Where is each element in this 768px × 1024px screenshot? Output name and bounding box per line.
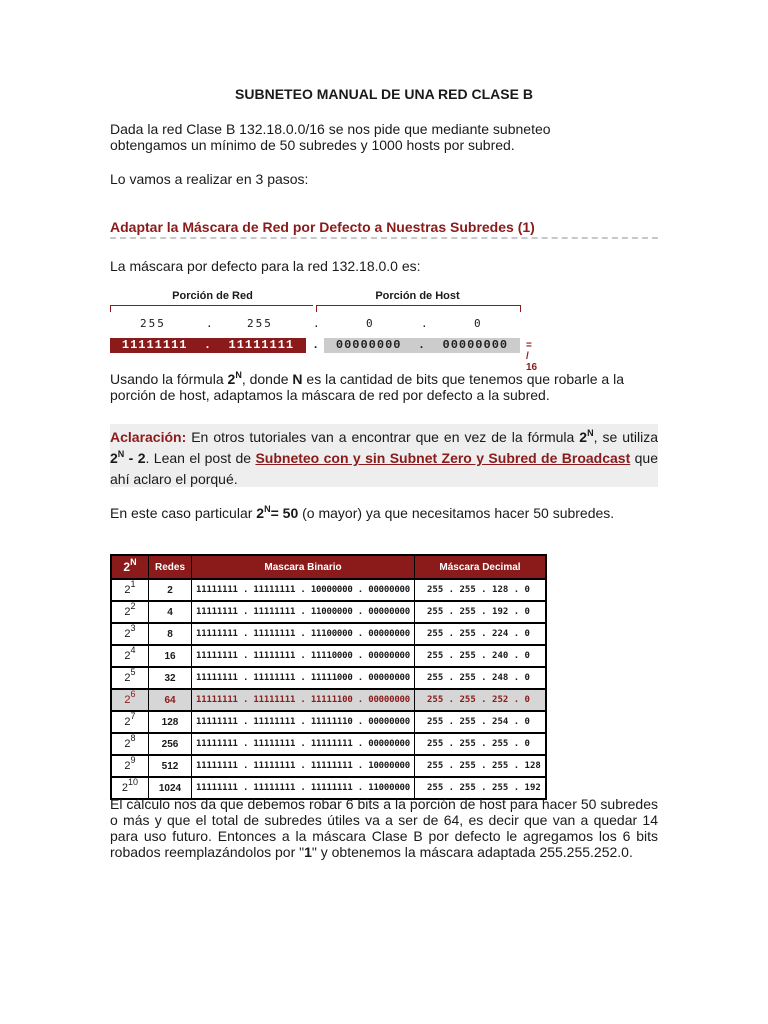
table-row — [111, 755, 546, 777]
mask-binary-cell: 11111111 . 11111111 . 11111000 . 00000000 — [192, 667, 415, 689]
redes-cell: 8 — [149, 623, 192, 645]
mask-decimal-cell: 255 . 255 . 128 . 0 — [415, 579, 547, 601]
conclusion-paragraph — [110, 796, 658, 860]
mask-decimal-cell: 255 . 255 . 255 . 128 — [415, 755, 547, 777]
case-paragraph — [110, 505, 658, 521]
redes-cell: 512 — [149, 755, 192, 777]
mask-decimal-cell: 255 . 255 . 255 . 192 — [415, 777, 547, 799]
redes-cell: 1024 — [149, 777, 192, 799]
mask-intro: La máscara por defecto para la red 132.18.0.0 es: — [110, 258, 421, 274]
redes-cell: 2 — [149, 579, 192, 601]
note-paragraph — [110, 427, 658, 490]
table-row — [111, 667, 546, 689]
power-cell: $2^6$ — [111, 689, 149, 711]
power-cell: $2^1$ — [111, 579, 149, 601]
note-text-2: , se utiliza — [593, 429, 659, 445]
network-bracket — [110, 305, 313, 312]
host-portion-label: Porción de Host — [375, 290, 460, 302]
page-title: SUBNETEO MANUAL DE UNA RED CLASE B — [235, 86, 533, 102]
note-text-4: que ahí aclaro el porqué. — [110, 450, 658, 487]
binary-separator: . — [312, 338, 321, 352]
mask-binary-cell: 11111111 . 11111111 . 11100000 . 00000000 — [192, 623, 415, 645]
formula-2n — [228, 371, 242, 387]
octet-1: 255 — [140, 317, 166, 330]
note-f2-base: 2 — [110, 450, 118, 466]
power-cell: $2^{10}$ — [111, 777, 149, 799]
mask-decimal-cell: 255 . 255 . 252 . 0 — [415, 689, 547, 711]
formula-text-1: Usando la fórmula — [110, 371, 228, 387]
table-row — [111, 601, 546, 623]
case-eq: = 50 — [270, 505, 299, 521]
table-header-row — [111, 555, 546, 579]
redes-cell: 16 — [149, 645, 192, 667]
power-cell: $2^9$ — [111, 755, 149, 777]
octet-3: 0 — [366, 317, 375, 330]
octet-2: 255 — [247, 317, 273, 330]
table-row — [111, 623, 546, 645]
mask-binary-cell: 11111111 . 11111111 . 11111111 . 00000000 — [192, 733, 415, 755]
header-mask-binary: Mascara Binario — [192, 555, 415, 579]
power-cell: $2^7$ — [111, 711, 149, 733]
host-binary-bar: 00000000 . 00000000 — [324, 338, 520, 353]
formula-base: 2 — [227, 371, 236, 387]
redes-cell: 4 — [149, 601, 192, 623]
redes-cell: 64 — [149, 689, 192, 711]
formula-paragraph — [110, 371, 658, 403]
steps-paragraph: Lo vamos a realizar en 3 pasos: — [110, 171, 309, 187]
mask-binary-cell: 11111111 . 11111111 . 10000000 . 00000000 — [192, 579, 415, 601]
case-exp: N — [264, 504, 271, 514]
mask-binary-cell: 11111111 . 11111111 . 11111111 . 11000000 — [192, 777, 415, 799]
mask-binary-cell: 11111111 . 11111111 . 11000000 . 00000000 — [192, 601, 415, 623]
note-f1-exp: N — [587, 428, 594, 438]
formula-text-2: , donde — [241, 371, 293, 387]
table-row — [111, 579, 546, 601]
mask-binary-cell: 11111111 . 11111111 . 11111111 . 10000000 — [192, 755, 415, 777]
note-f1-base: 2 — [579, 429, 588, 445]
power-cell: $2^5$ — [111, 667, 149, 689]
table-row — [111, 645, 546, 667]
case-formula — [256, 505, 298, 521]
intro-paragraph — [110, 121, 658, 153]
conclusion-text-2: " y obtenemos la máscara adaptada 255.255.252.0. — [311, 844, 633, 860]
power-cell: $2^8$ — [111, 733, 149, 755]
host-bracket — [316, 305, 521, 312]
formula-n: N — [292, 371, 303, 387]
note-text-3: . Lean el post de — [145, 450, 256, 466]
mask-decimal-cell: 255 . 255 . 192 . 0 — [415, 601, 547, 623]
mask-decimal-cell: 255 . 255 . 224 . 0 — [415, 623, 547, 645]
redes-cell: 32 — [149, 667, 192, 689]
formula-exp: N — [235, 370, 242, 380]
network-portion-label: Porción de Red — [172, 290, 253, 302]
formula-text-3: es la cantidad de bits que tenemos que robarle a la porción de host, adaptamos la máscara de red por defecto a la subred. — [110, 371, 624, 403]
case-base: 2 — [256, 505, 265, 521]
mask-diagram — [110, 280, 538, 373]
power-cell: $2^3$ — [111, 623, 149, 645]
octet-dot-2: . — [313, 317, 322, 330]
note-text-1: En otros tutoriales van a encontrar que en vez de la fórmula — [186, 429, 580, 445]
octet-4: 0 — [474, 317, 483, 330]
mask-decimal-cell: 255 . 255 . 255 . 0 — [415, 733, 547, 755]
table-row — [111, 711, 546, 733]
intro-line-2: obtengamos un mínimo de 50 subredes y 1000 hosts por subred. — [110, 137, 515, 153]
section-heading: Adaptar la Máscara de Red por Defecto a Nuestras Subredes (1) — [110, 219, 535, 235]
note-label: Aclaración: — [110, 429, 187, 445]
network-binary-bar: 11111111 . 11111111 — [110, 338, 306, 353]
case-text-1: En este caso particular — [110, 505, 257, 521]
note-formula-2 — [110, 450, 146, 466]
octet-dot-3: . — [421, 317, 430, 330]
mask-decimal-cell: 255 . 255 . 254 . 0 — [415, 711, 547, 733]
note-f2-exp: N — [117, 449, 125, 459]
mask-decimal-cell: 255 . 255 . 240 . 0 — [415, 645, 547, 667]
conclusion-text-1: El cálculo nos da que debemos robar 6 bits a la porción de host para hacer 50 subredes o más y que el total de subredes útiles va a ser de 64, es decir que van a quedar 14 para uso futuro. Entonces a la máscara Clase B por defecto le agregamos los 6 bits robados reemplazándolos por " — [110, 796, 658, 860]
power-cell: $2^2$ — [111, 601, 149, 623]
note-formula-1 — [579, 429, 593, 445]
header-power: $2^N$ — [111, 555, 149, 579]
case-text-2: (o mayor) ya que necesitamos hacer 50 subredes. — [298, 505, 615, 521]
prefix-label: = / 16 — [526, 340, 538, 373]
heading-divider — [110, 237, 658, 239]
redes-cell: 128 — [149, 711, 192, 733]
octet-dot-1: . — [206, 317, 215, 330]
table-row — [111, 689, 546, 711]
mask-decimal-cell: 255 . 255 . 248 . 0 — [415, 667, 547, 689]
header-redes: Redes — [149, 555, 192, 579]
note-f2-rest: - 2 — [124, 450, 146, 466]
table-row — [111, 733, 546, 755]
conclusion-one: 1 — [304, 844, 312, 860]
header-mask-decimal: Máscara Decimal — [415, 555, 547, 579]
subnet-zero-post-link[interactable]: Subneteo con y sin Subnet Zero y Subred de Broadcast — [255, 450, 631, 466]
mask-binary-cell: 11111111 . 11111111 . 11111110 . 00000000 — [192, 711, 415, 733]
mask-binary-cell: 11111111 . 11111111 . 11111100 . 00000000 — [192, 689, 415, 711]
redes-cell: 256 — [149, 733, 192, 755]
mask-binary-cell: 11111111 . 11111111 . 11110000 . 00000000 — [192, 645, 415, 667]
subnet-mask-table — [110, 554, 547, 800]
power-cell: $2^4$ — [111, 645, 149, 667]
intro-line-1: Dada la red Clase B 132.18.0.0/16 se nos pide que mediante subneteo — [110, 121, 551, 137]
